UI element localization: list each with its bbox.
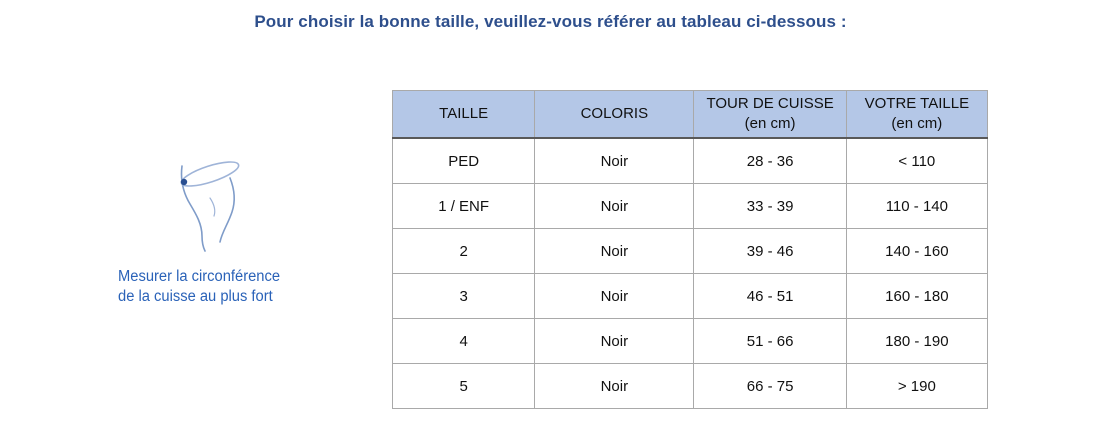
table-row [393, 229, 988, 274]
header-votre-taille [846, 91, 987, 139]
cell-tour-de-cuisse: 46 - 51 [694, 274, 846, 319]
cell-votre-taille: < 110 [846, 138, 987, 184]
table-row [393, 319, 988, 364]
cell-votre-taille: 160 - 180 [846, 274, 987, 319]
measure-instruction-line-1: Mesurer la circonférence [118, 268, 281, 285]
header-votre-taille-label: VOTRE TAILLE [864, 95, 970, 112]
cell-coloris: Noir [535, 138, 694, 184]
cell-tour-de-cuisse: 28 - 36 [694, 138, 846, 184]
header-tour-de-cuisse-label: TOUR DE CUISSE [706, 95, 834, 112]
measure-instruction [118, 267, 337, 307]
cell-votre-taille: 140 - 160 [846, 229, 987, 274]
table-header-row [393, 91, 988, 139]
cell-tour-de-cuisse: 51 - 66 [694, 319, 846, 364]
size-table [392, 90, 988, 409]
header-tour-de-cuisse-unit: (en cm) [744, 115, 796, 132]
cell-taille: 2 [393, 229, 535, 274]
cell-votre-taille: 110 - 140 [846, 184, 987, 229]
page-heading: Pour choisir la bonne taille, veuillez-vous référer au tableau ci-dessous : [254, 12, 847, 31]
measure-instruction-line-2: de la cuisse au plus fort [118, 288, 273, 305]
cell-votre-taille: 180 - 190 [846, 319, 987, 364]
header-taille [393, 91, 535, 139]
cell-taille: 1 / ENF [393, 184, 535, 229]
cell-tour-de-cuisse: 66 - 75 [694, 364, 846, 409]
cell-votre-taille: > 190 [846, 364, 987, 409]
table-row [393, 274, 988, 319]
header-coloris-label: COLORIS [580, 105, 649, 122]
header-tour-de-cuisse [694, 91, 846, 139]
cell-coloris: Noir [535, 184, 694, 229]
table-row [393, 138, 988, 184]
cell-tour-de-cuisse: 39 - 46 [694, 229, 846, 274]
cell-taille: 4 [393, 319, 535, 364]
cell-tour-de-cuisse: 33 - 39 [694, 184, 846, 229]
cell-taille: PED [393, 138, 535, 184]
header-coloris [535, 91, 694, 139]
cell-taille: 5 [393, 364, 535, 409]
cell-coloris: Noir [535, 274, 694, 319]
cell-coloris: Noir [535, 319, 694, 364]
table-row [393, 184, 988, 229]
cell-coloris: Noir [535, 229, 694, 274]
cell-coloris: Noir [535, 364, 694, 409]
header-votre-taille-unit: (en cm) [891, 115, 943, 132]
header-taille-label: TAILLE [439, 105, 489, 122]
thigh-measurement-icon [160, 152, 260, 252]
table-row [393, 364, 988, 409]
cell-taille: 3 [393, 274, 535, 319]
